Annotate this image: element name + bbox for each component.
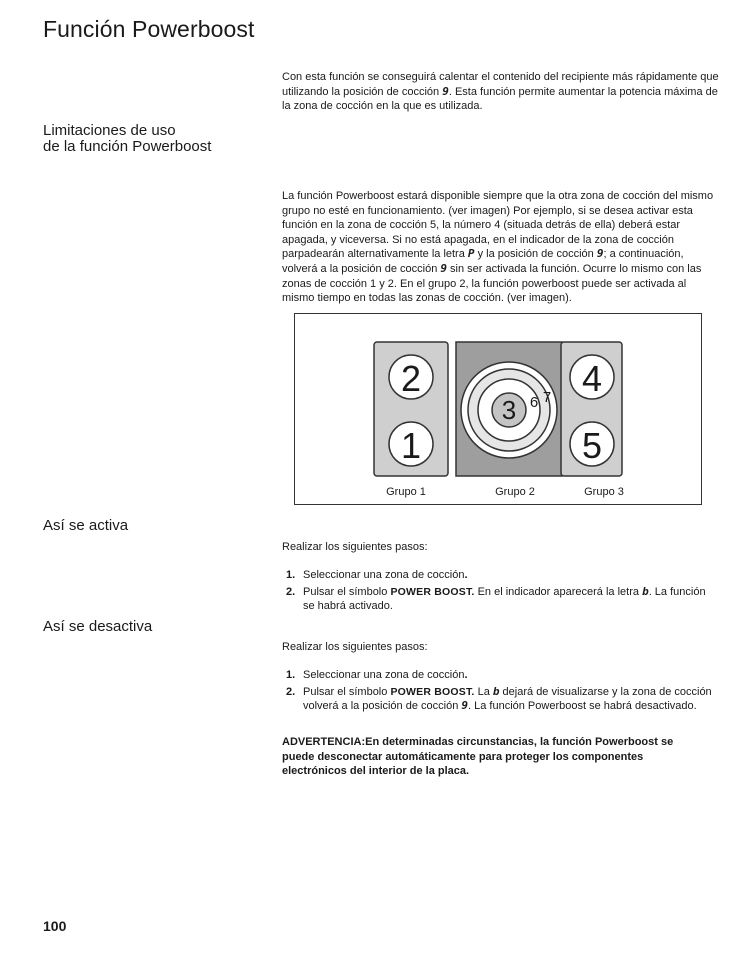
list-item [284,668,714,683]
step-end: . [464,569,468,581]
limits-text-4: sin ser activada la función. Ocurre lo mismo con las zonas de cocción 1 y 2. En el grupo 2, la función powerboost puede ser activada al mismo tiempo en todas las zonas de cocción. (ver imagen). [282,262,702,305]
step-number: 1. [286,669,296,681]
step-text: Seleccionar una zona de cocción [303,569,465,581]
power-boost-symbol-label: POWER BOOST. [390,585,475,598]
activate-steps [284,568,714,616]
step-end: . [464,669,468,681]
group-3-label: Grupo 3 [584,486,624,498]
step-text: Seleccionar una zona de cocción [303,669,465,681]
limits-heading [43,123,211,155]
group-2-label: Grupo 2 [495,486,535,498]
list-item [284,685,714,714]
cooktop-diagram-svg [295,314,701,504]
zone-label-3: 3 [501,395,517,425]
step-number: 2. [286,585,296,598]
zone-label-7: 7 [542,389,552,406]
display-symbol-9: 9 [461,699,468,713]
deactivate-intro: Realizar los siguientes pasos: [282,641,428,653]
limits-text-2: y la posición de cocción [474,248,597,261]
deactivate-steps [284,668,714,716]
cooktop-diagram [294,313,702,505]
intro-text-b: . Esta función permite aumentar la potencia máxima de la zona de cocción en la que es utilizada. [282,85,718,113]
display-symbol-9: 9 [440,261,447,275]
limits-heading-line2: de la función Powerboost [43,138,212,155]
display-symbol-p: P [467,247,475,261]
limits-text-1: La función Powerboost estará disponible siempre que la otra zona de cocción del mismo grupo no esté en funcionamiento. (ver imagen) Por ejemplo, si se desea activar esta función en la zona de cocción 5, la número 4 (situada detrás de ella) deberá estar apagada, y viceversa. Si no está apagada, en el indicador de la zona de cocción parpadearán alternativamente la letra [282,190,714,261]
activate-intro: Realizar los siguientes pasos: [282,541,428,553]
page-title: Función Powerboost [43,16,255,42]
intro-paragraph [282,70,720,114]
zone-label-2: 2 [400,358,422,399]
list-item [284,585,714,614]
step-number: 2. [286,685,296,698]
step-number: 1. [286,569,296,581]
zone-label-6: 6 [529,394,539,411]
group-1-label: Grupo 1 [386,486,426,498]
zone-label-4: 4 [581,358,603,399]
zone-label-1: 1 [400,425,422,466]
limits-paragraph [282,189,720,306]
limits-heading-line1: Limitaciones de uso [43,122,176,139]
activate-heading: Así se activa [43,517,129,534]
intro-text-a: Con esta función se conseguirá calentar el contenido del recipiente más rápidamente que utilizando la posición de cocción [282,71,719,98]
step-text: Pulsar el símbolo [303,685,391,698]
page-number: 100 [43,918,67,934]
zone-label-5: 5 [581,425,603,466]
list-item [284,568,714,583]
power-boost-symbol-label: POWER BOOST. [390,685,475,698]
display-symbol-9: 9 [442,84,449,98]
display-symbol-9: 9 [596,247,604,261]
display-symbol-b: b [492,684,500,698]
step-text: La [474,685,493,698]
step-text: . La función Powerboost se habrá desactivado. [468,700,697,713]
deactivate-heading: Así se desactiva [43,618,153,635]
warning-text: ADVERTENCIA:En determinadas circunstancias, la función Powerboost se puede desconectar automáticamente para proteger los componentes electrónicos del interior de la placa. [282,736,674,778]
step-text: Pulsar el símbolo [303,585,391,598]
limits-text-3: ; a continuación, volverá a la posición de cocción [282,248,684,275]
step-text: dejará de visualizarse y la zona de cocción volverá a la posición de cocción [303,685,712,713]
step-text: . La función se habrá activado. [303,585,706,613]
step-text: En el indicador aparecerá la letra [474,585,643,598]
display-symbol-b: b [642,584,649,598]
